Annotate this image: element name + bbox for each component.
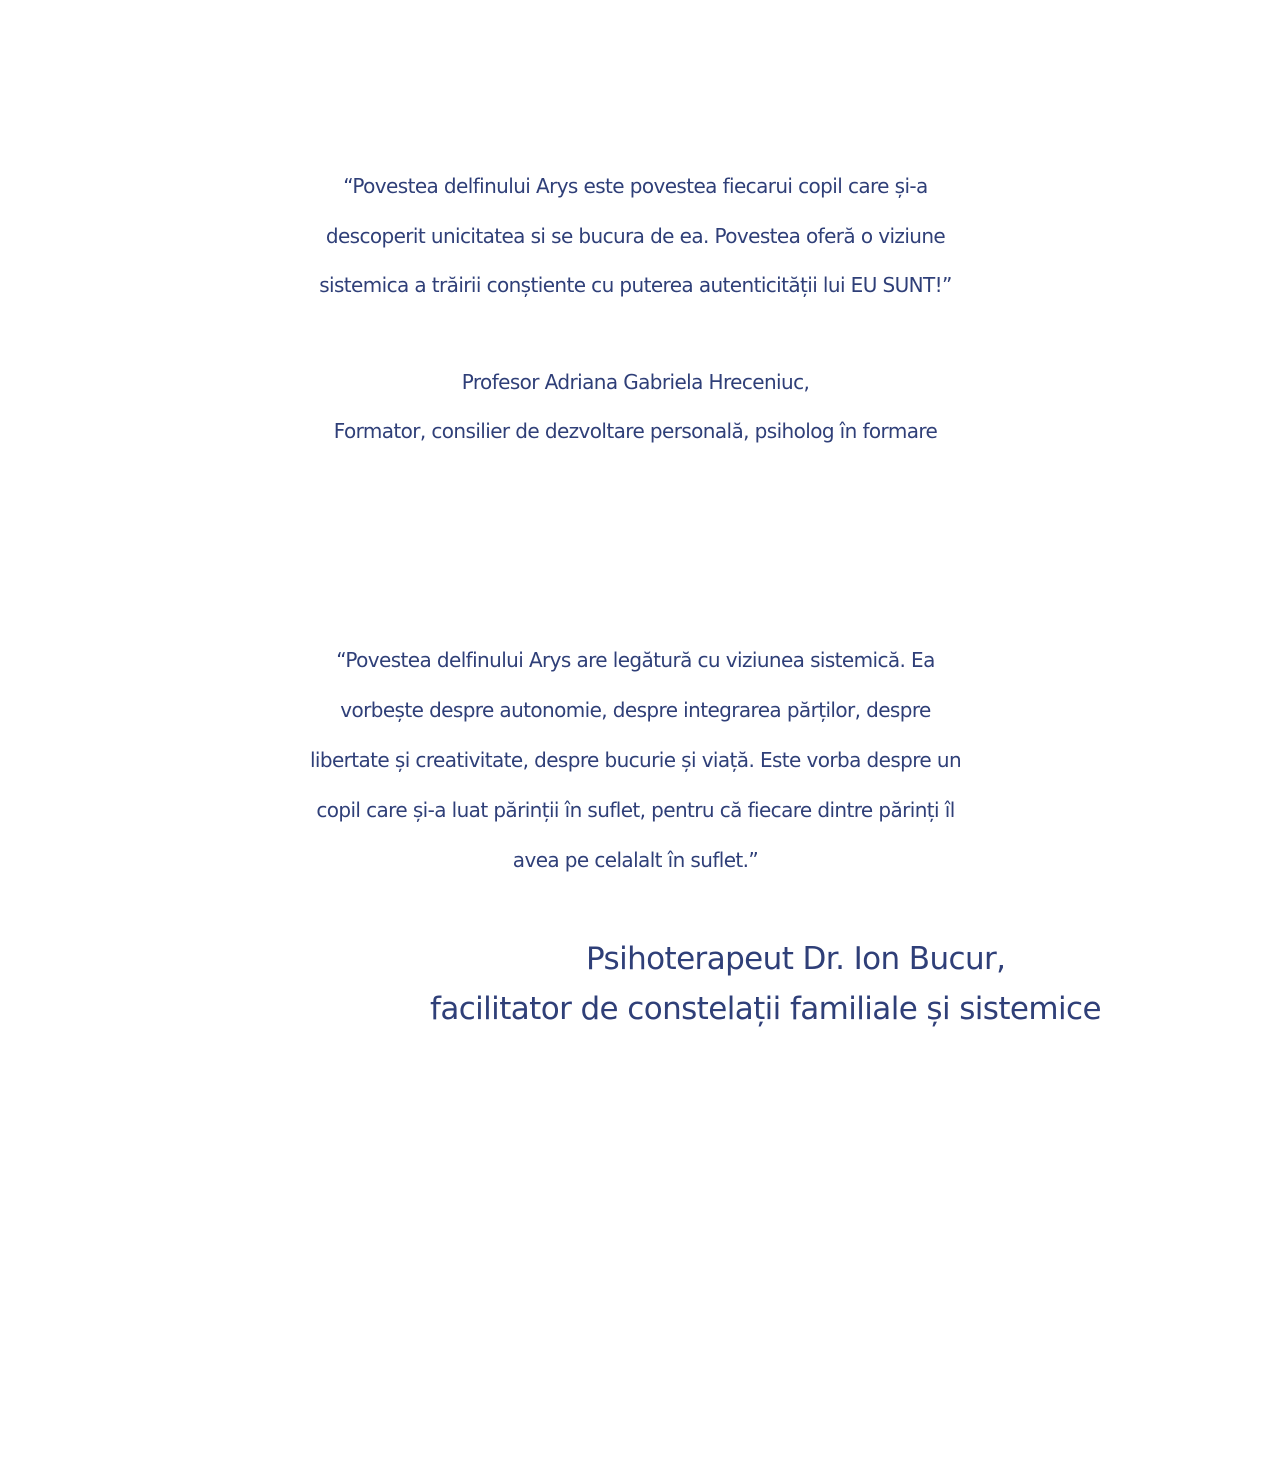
author-2-name: Psihoterapeut Dr. Ion Bucur, xyxy=(586,941,1006,977)
quote-2-line-3: libertate și creativitate, despre bucurie și viață. Este vorba despre un xyxy=(309,748,962,772)
quote-2-line-5: avea pe celalalt în suflet.” xyxy=(512,848,759,872)
quote-2-line-1: “Povestea delfinului Arys are legătură cu viziunea sistemică. Ea xyxy=(336,648,935,672)
quote-2-line-4: copil care și-a luat părinții în suflet, pentru că fiecare dintre părinți îl xyxy=(316,798,955,822)
author-1-role: Formator, consilier de dezvoltare personală, psiholog în formare xyxy=(333,419,938,443)
quote-1-line-3: sistemica a trăirii conștiente cu puterea autenticității lui EU SUNT!” xyxy=(319,273,952,297)
author-1-name: Profesor Adriana Gabriela Hreceniuc, xyxy=(461,370,810,394)
quote-2-line-2: vorbește despre autonomie, despre integrarea părților, despre xyxy=(340,698,931,722)
quote-1-line-1: “Povestea delfinului Arys este povestea fiecarui copil care și-a xyxy=(343,174,928,198)
author-2-role: facilitator de constelații familiale și sistemice xyxy=(430,991,1101,1027)
quote-1-line-2: descoperit unicitatea si se bucura de ea. Povestea oferă o viziune xyxy=(325,224,946,248)
